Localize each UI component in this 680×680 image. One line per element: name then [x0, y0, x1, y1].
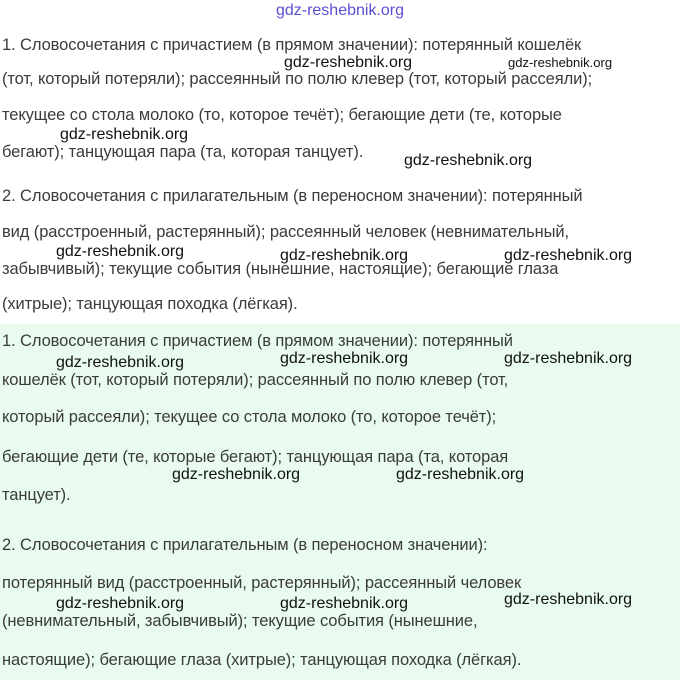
text-line: 1. Словосочетания с причастием (в прямом значении): потерянный	[2, 332, 513, 350]
watermark: gdz-reshebnik.org	[60, 126, 189, 143]
text-line: бегают); танцующая пара (та, которая танцует).	[2, 143, 364, 161]
watermark: gdz-reshebnik.org	[504, 247, 633, 264]
text-line: забывчивый); текущие события (нынешние, настоящие); бегающие глаза	[2, 260, 559, 278]
watermark: gdz-reshebnik.org	[172, 466, 301, 483]
watermark: gdz-reshebnik.org	[404, 152, 533, 169]
watermark: gdz-reshebnik.org	[504, 350, 633, 367]
text-line: (тот, который потеряли); рассеянный по полю клевер (тот, который рассеяли);	[2, 70, 593, 88]
watermark: gdz-reshebnik.org	[280, 350, 409, 367]
text-line: танцует).	[2, 486, 71, 504]
watermark: gdz-reshebnik.org	[280, 595, 409, 612]
watermark: gdz-reshebnik.org	[508, 55, 613, 70]
text-line: настоящие); бегающие глаза (хитрые); танцующая походка (лёгкая).	[2, 651, 522, 669]
text-line: текущее со стола молоко (то, которое течёт); бегающие дети (те, которые	[2, 106, 562, 124]
top-watermark: gdz-reshebnik.org	[275, 2, 405, 19]
text-line: (хитрые); танцующая походка (лёгкая).	[2, 295, 298, 313]
text-line: бегающие дети (те, которые бегают); танцующая пара (та, которая	[2, 448, 509, 466]
answer-block-2	[0, 324, 680, 680]
watermark: gdz-reshebnik.org	[56, 243, 185, 260]
text-line: 1. Словосочетания с причастием (в прямом значении): потерянный кошелёк	[2, 36, 582, 54]
text-line: кошелёк (тот, который потеряли); рассеянный по полю клевер (тот,	[2, 371, 509, 389]
answer-block-1	[0, 32, 680, 324]
text-line: который рассеяли); текущее со стола молоко (то, которое течёт);	[2, 408, 497, 426]
text-line: потерянный вид (расстроенный, растерянный); рассеянный человек	[2, 574, 522, 592]
watermark: gdz-reshebnik.org	[396, 466, 525, 483]
text-line: 2. Словосочетания с прилагательным (в переносном значении):	[2, 536, 488, 554]
text-line: 2. Словосочетания с прилагательным (в переносном значении): потерянный	[2, 187, 583, 205]
text-line: (невнимательный, забывчивый); текущие события (нынешние,	[2, 612, 478, 630]
watermark: gdz-reshebnik.org	[280, 247, 409, 264]
text-line: вид (расстроенный, растерянный); рассеянный человек (невнимательный,	[2, 223, 569, 241]
watermark: gdz-reshebnik.org	[56, 354, 185, 371]
watermark: gdz-reshebnik.org	[504, 591, 633, 608]
watermark: gdz-reshebnik.org	[284, 54, 413, 71]
watermark: gdz-reshebnik.org	[56, 595, 185, 612]
